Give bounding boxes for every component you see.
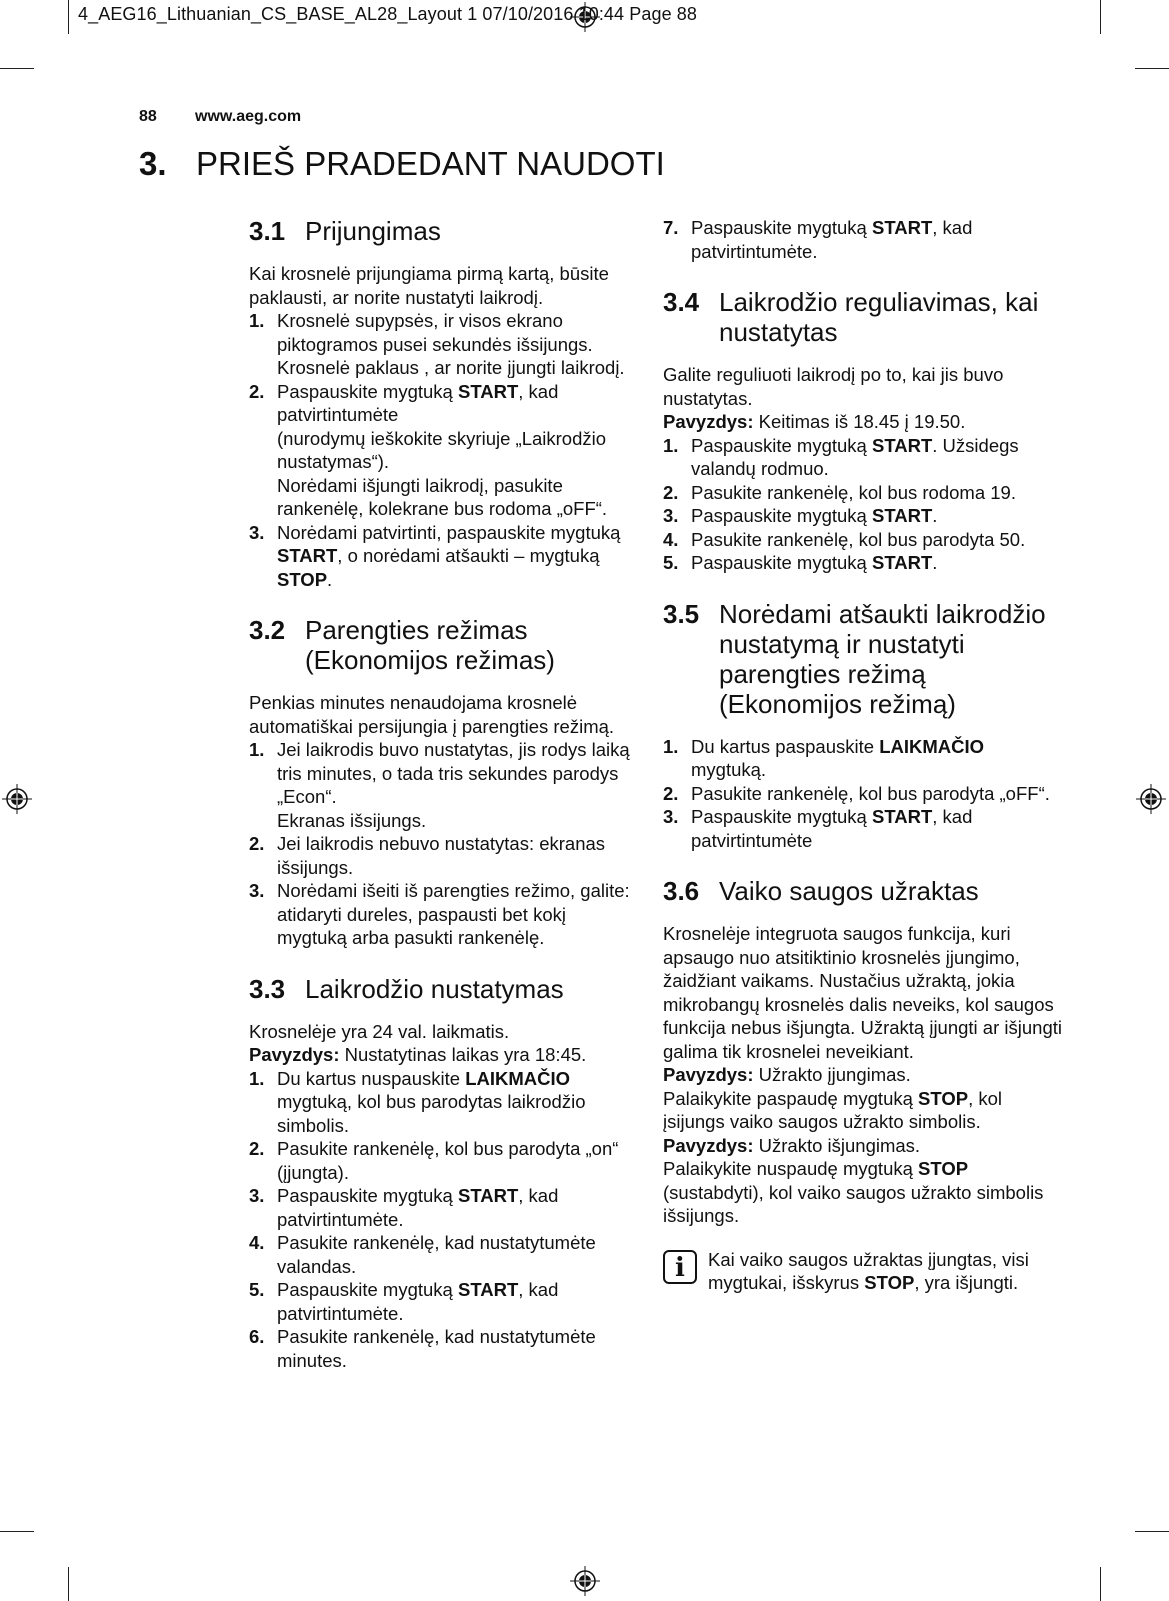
steps-list xyxy=(249,738,634,950)
step-number: 7. xyxy=(663,217,679,238)
step-text-part: , kad patvirtintumėte xyxy=(277,380,559,425)
step-number: 4. xyxy=(249,1232,265,1253)
list-item xyxy=(663,551,1063,575)
section-intro: Krosnelėje yra 24 val. laikmatis. xyxy=(249,1020,510,1042)
step-line: Norėdami išjungti laikrodį, pasukite rankenėlę, kolekrane bus rodoma „oFF“. xyxy=(277,474,608,519)
step-text xyxy=(277,1184,634,1231)
step-text: Pasukite rankenėlę, kol bus parodyta 50. xyxy=(691,528,1026,550)
list-item xyxy=(249,1137,634,1184)
section-number: 3.4 xyxy=(663,287,700,317)
crop-mark-right-top-h xyxy=(1135,68,1169,69)
step-text-part: . Užsidegs valandų rodmuo. xyxy=(691,434,1019,479)
step-text xyxy=(691,805,1063,852)
step-text-part: . xyxy=(327,568,333,590)
example-label: Pavyzdys: xyxy=(663,411,754,432)
step-text xyxy=(691,504,1063,528)
button-name: START xyxy=(457,380,519,402)
step-number: 1. xyxy=(249,1067,265,1089)
right-column xyxy=(663,216,1063,1295)
registration-mark-left-icon xyxy=(2,784,32,814)
list-item xyxy=(663,805,1063,852)
step-number: 1. xyxy=(663,434,679,456)
step-text xyxy=(277,1278,634,1325)
step-number: 6. xyxy=(249,1326,265,1347)
step-text-part: Paspauskite mygtuką xyxy=(691,806,872,827)
list-item xyxy=(249,309,634,380)
section-heading-3-1 xyxy=(249,216,634,246)
step-text-part: , kad patvirtintumėte. xyxy=(691,217,973,262)
step-text xyxy=(277,521,634,592)
step-line: Krosnelė paklaus , ar norite įjungti laikrodį. xyxy=(277,357,625,378)
step-text-part: Paspauskite mygtuką xyxy=(691,505,872,526)
example-line xyxy=(663,410,1063,434)
steps-list xyxy=(663,434,1063,575)
step-line: Jei laikrodis buvo nustatytas, jis rodys laiką tris minutes, o tada tris sekundes parodys „Econ“. xyxy=(277,739,630,807)
chapter-title-text: PRIEŠ PRADEDANT NAUDOTI xyxy=(196,145,665,182)
website-url: www.aeg.com xyxy=(195,108,302,125)
step-number: 1. xyxy=(249,739,265,760)
button-name: START xyxy=(871,217,933,238)
step-text xyxy=(691,551,1063,575)
step-number: 2. xyxy=(663,782,679,804)
text-part: Kai vaiko saugos užraktas įjungtas, visi mygtukai, išskyrus xyxy=(708,1248,1029,1293)
steps-list xyxy=(249,1067,634,1373)
info-note xyxy=(663,1248,1063,1295)
crop-mark-right-bottom-h xyxy=(1135,1531,1169,1532)
step-text xyxy=(691,216,1063,263)
step-text-part: Paspauskite mygtuką xyxy=(277,1279,458,1300)
example-text: Užrakto įjungimas. xyxy=(753,1064,911,1085)
button-name: START xyxy=(457,1279,519,1300)
section-title: Norėdami atšaukti laikrodžio nustatymą ir nustatyti parengties režimą (Ekonomijos režimą) xyxy=(719,598,1046,719)
list-item xyxy=(249,380,634,521)
step-text-part: Norėdami patvirtinti, paspauskite mygtuką xyxy=(277,521,621,543)
step-text: Pasukite rankenėlę, kad nustatytumėte valandas. xyxy=(277,1232,596,1277)
list-item xyxy=(663,434,1063,481)
step-number: 3. xyxy=(663,505,679,526)
step-text-part: , kad patvirtintumėte xyxy=(691,806,973,851)
info-icon-glyph: i xyxy=(675,1252,685,1283)
text-part: Palaikykite paspaudę mygtuką xyxy=(663,1087,919,1109)
section-title: Parengties režimas (Ekonomijos režimas) xyxy=(305,615,555,675)
button-name: STOP xyxy=(918,1087,969,1109)
step-number: 2. xyxy=(663,481,679,503)
step-number: 2. xyxy=(249,1138,265,1159)
text-part: , yra išjungti. xyxy=(914,1272,1019,1293)
step-number: 5. xyxy=(663,552,679,573)
step-text-part: Paspauskite mygtuką xyxy=(691,217,872,238)
list-item xyxy=(663,504,1063,528)
list-item xyxy=(249,1184,634,1231)
step-text-part: . xyxy=(932,505,938,526)
crop-mark-bottom-left-v xyxy=(68,1567,69,1601)
step-number: 2. xyxy=(249,833,265,854)
step-text-part: Du kartus nuspauskite xyxy=(277,1067,466,1089)
registration-mark-right-icon xyxy=(1136,784,1166,814)
button-name: STOP xyxy=(277,568,328,590)
crop-mark-left-top-h xyxy=(0,68,34,69)
step-text xyxy=(277,1067,634,1138)
example-line xyxy=(663,1134,1063,1158)
button-name: START xyxy=(871,552,933,573)
list-item xyxy=(249,521,634,592)
step-number: 1. xyxy=(249,310,265,331)
step-text-part: , kad patvirtintumėte. xyxy=(277,1279,559,1324)
section-heading-3-3 xyxy=(249,974,634,1004)
section-title: Vaiko saugos užraktas xyxy=(719,876,979,906)
section-number: 3.3 xyxy=(249,973,286,1004)
list-item xyxy=(663,216,1063,263)
registration-mark-bottom-icon xyxy=(570,1566,600,1596)
step-line: (nurodymų ieškokite skyriuje „Laikrodžio nustatymas“). xyxy=(277,427,607,472)
steps-list-continued xyxy=(663,216,1063,263)
section-intro: Krosnelėje integruota saugos funkcija, kuri apsaugo nuo atsitiktinio krosnelės įjungimo, žaidžiant vaikams. Nustačius užraktą, jokia mikrobangų krosnelės dalis neveiks, kol saugos funkcija nebus išjungta. Užraktą įjungti ar išjungti galima tik krosnelei neveikiant. xyxy=(663,923,1062,1062)
example-label: Pavyzdys: xyxy=(663,1134,754,1156)
text-part: , kol įsijungs vaiko saugos užrakto simbolis. xyxy=(663,1087,1003,1132)
section-number: 3.5 xyxy=(663,598,700,629)
step-text: Pasukite rankenėlę, kol bus rodoma 19. xyxy=(691,481,1016,503)
button-name: START xyxy=(871,806,933,827)
list-item xyxy=(249,832,634,879)
step-number: 2. xyxy=(249,380,265,402)
button-name: START xyxy=(277,545,338,566)
step-number: 4. xyxy=(663,528,679,550)
list-item xyxy=(249,1325,634,1372)
section-heading-3-5 xyxy=(663,599,1063,719)
list-item xyxy=(249,1067,634,1138)
text-part: Palaikykite nuspaudę mygtuką xyxy=(663,1158,919,1179)
chapter-number: 3. xyxy=(139,145,167,182)
list-item xyxy=(249,1278,634,1325)
step-text: Pasukite rankenėlę, kol bus parodyta „oFF“. xyxy=(691,782,1050,804)
step-text-part: Paspauskite mygtuką xyxy=(277,380,458,402)
step-text-part: mygtuką. xyxy=(691,759,767,780)
section-title: Laikrodžio reguliavimas, kai nustatytas xyxy=(719,287,1039,347)
example-instruction xyxy=(663,1157,1063,1228)
button-name: STOP xyxy=(918,1158,969,1179)
list-item xyxy=(663,782,1063,806)
button-name: LAIKMAČIO xyxy=(879,735,985,757)
list-item xyxy=(663,528,1063,552)
step-text-part: Paspauskite mygtuką xyxy=(691,434,872,456)
button-name: LAIKMAČIO xyxy=(465,1067,571,1089)
chapter-title xyxy=(139,145,665,183)
example-text: Keitimas iš 18.45 į 19.50. xyxy=(753,411,966,432)
example-label: Pavyzdys: xyxy=(249,1044,340,1065)
example-text: Užrakto išjungimas. xyxy=(753,1134,921,1156)
list-item xyxy=(663,735,1063,782)
example-line xyxy=(249,1043,634,1067)
step-text-part: Paspauskite mygtuką xyxy=(691,552,872,573)
step-text-part: Du kartus paspauskite xyxy=(691,735,880,757)
text-part: (sustabdyti), kol vaiko saugos užrakto simbolis išsijungs. xyxy=(663,1181,1044,1226)
example-text: Nustatytinas laikas yra 18:45. xyxy=(339,1044,587,1065)
crop-mark-top-right-v xyxy=(1100,0,1101,34)
step-text xyxy=(691,434,1063,481)
step-text: Pasukite rankenėlę, kad nustatytumėte minutes. xyxy=(277,1326,596,1371)
section-number: 3.1 xyxy=(249,216,286,246)
step-line: Ekranas išsijungs. xyxy=(277,809,427,831)
steps-list xyxy=(663,735,1063,853)
crop-mark-bottom-right-v xyxy=(1100,1567,1101,1601)
step-text-part: , o norėdami atšaukti – mygtuką xyxy=(337,545,600,566)
button-name: START xyxy=(457,1185,519,1206)
step-line: atidaryti dureles, paspausti bet kokį mygtuką arba pasukti rankenėlę. xyxy=(277,903,566,948)
steps-list xyxy=(249,309,634,591)
step-line: Krosnelė supypsės, ir visos ekrano piktogramos pusei sekundės išsijungs. xyxy=(277,310,593,355)
list-item xyxy=(663,481,1063,505)
step-text xyxy=(277,380,634,521)
section-title: Laikrodžio nustatymas xyxy=(305,973,564,1004)
step-number: 3. xyxy=(249,880,265,901)
list-item xyxy=(249,1231,634,1278)
button-name: START xyxy=(871,505,933,526)
section-heading-3-4 xyxy=(663,287,1063,347)
section-intro: Galite reguliuoti laikrodį po to, kai jis buvo nustatytas. xyxy=(663,364,1004,409)
crop-mark-top-left-v xyxy=(68,0,69,34)
step-text xyxy=(277,738,634,832)
crop-mark-left-bottom-h xyxy=(0,1531,34,1532)
page-number: 88 xyxy=(139,108,157,125)
button-name: START xyxy=(871,434,933,456)
section-number: 3.6 xyxy=(663,876,700,906)
list-item xyxy=(249,879,634,950)
step-text: Pasukite rankenėlę, kol bus parodyta „on“ (įjungta). xyxy=(277,1138,619,1183)
step-text-part: . xyxy=(932,552,938,573)
step-number: 3. xyxy=(663,806,679,827)
step-text xyxy=(277,879,634,950)
step-number: 3. xyxy=(249,1185,265,1206)
step-text-part: , kad patvirtintumėte. xyxy=(277,1185,559,1230)
step-number: 3. xyxy=(249,521,265,543)
example-line xyxy=(663,1063,1063,1087)
section-number: 3.2 xyxy=(249,615,286,645)
left-column xyxy=(249,216,634,1372)
step-number: 5. xyxy=(249,1279,265,1300)
step-text xyxy=(277,309,634,380)
step-text: Jei laikrodis nebuvo nustatytas: ekranas išsijungs. xyxy=(277,833,606,878)
section-title: Prijungimas xyxy=(305,216,441,246)
info-icon xyxy=(663,1250,697,1284)
step-text xyxy=(691,735,1063,782)
step-text-part: Paspauskite mygtuką xyxy=(277,1185,458,1206)
section-heading-3-6 xyxy=(663,876,1063,906)
list-item xyxy=(249,738,634,832)
section-intro: Penkias minutes nenaudojama krosnelė automatiškai persijungia į parengties režimą. xyxy=(249,692,615,737)
section-intro: Kai krosnelė prijungiama pirmą kartą, būsite paklausti, ar norite nustatyti laikrodį. xyxy=(249,263,609,308)
section-heading-3-2 xyxy=(249,615,634,675)
step-text-part: mygtuką, kol bus parodytas laikrodžio simbolis. xyxy=(277,1091,586,1136)
example-label: Pavyzdys: xyxy=(663,1064,754,1085)
step-line: Norėdami išeiti iš parengties režimo, galite: xyxy=(277,880,630,901)
button-name: STOP xyxy=(864,1272,915,1293)
info-note-text xyxy=(708,1248,1063,1295)
example-instruction xyxy=(663,1087,1063,1134)
step-number: 1. xyxy=(663,735,679,757)
print-slug: 4_AEG16_Lithuanian_CS_BASE_AL28_Layout 1 07/10/2016 10:44 Page 88 xyxy=(78,4,698,24)
